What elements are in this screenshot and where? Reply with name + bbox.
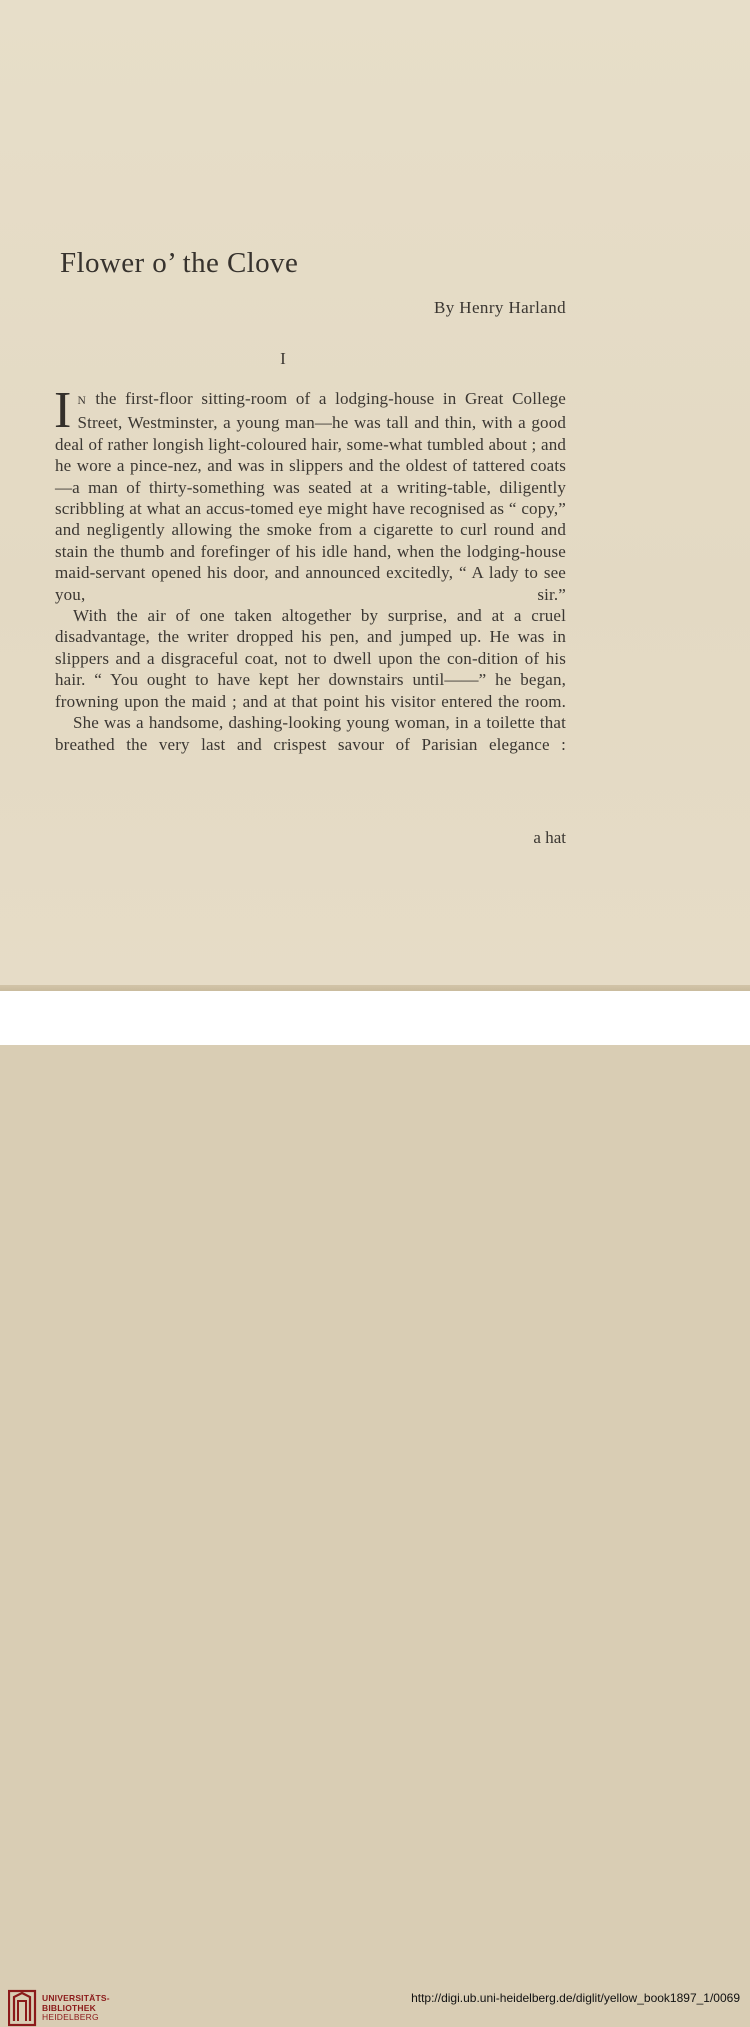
paragraph-2: With the air of one taken altogether by surprise, and at a cruel disadvantage, the writer dropped his pen, and jumped up. He was in slippers and a disgraceful coat, not to dwell upon the con-dition of his hair. “ You ought to have kept her downstairs until——” he began, frowning upon the maid ; and at that point his visitor entered the room. <box>55 606 566 711</box>
library-name <box>42 1994 110 2023</box>
paragraph-3: She was a handsome, dashing-looking young woman, in a toilette that breathed the very last and crispest savour of Parisian elegance : <box>55 713 566 754</box>
library-name-line-1: UNIVERSITÄTS- <box>42 1993 110 2003</box>
drop-cap: I <box>54 382 72 439</box>
author-byline: By Henry Harland <box>434 298 566 317</box>
digitization-footer <box>0 991 750 2022</box>
library-logo-icon <box>8 1987 38 2027</box>
story-title: Flower o’ the Clove <box>60 247 299 279</box>
paragraph-1 <box>54 382 566 605</box>
library-name-line-3: HEIDELBERG <box>42 2012 99 2022</box>
body-text <box>54 382 566 755</box>
book-page <box>0 0 750 985</box>
catchword: a hat <box>533 828 566 847</box>
opening-small-caps: N <box>77 395 87 407</box>
paragraph-1-text: the first-floor sitting-room of a lodging-house in Great College Street, Westminster, a young man—he was tall and thin, with a good deal of rather longish light-coloured hair, some-what tumbled about ; and he wore a pince-nez, and was in slippers and the oldest of tattered coats—a man of thirty-something was seated at a writing-table, diligently scribbling at what an accus-tomed eye might have recognised as “ copy,” and negligently allowing the smoke from a cigarette to curl round and stain the thumb and forefinger of his idle hand, when the lodging-house maid-servant opened his door, and announced excitedly, “ A lady to see you, sir.” <box>55 389 566 604</box>
source-url-link[interactable]: http://digi.ub.uni-heidelberg.de/diglit/yellow_book1897_1/0069 <box>411 1991 740 2005</box>
chapter-number: I <box>280 349 286 368</box>
library-name-line-2: BIBLIOTHEK <box>42 2002 96 2013</box>
